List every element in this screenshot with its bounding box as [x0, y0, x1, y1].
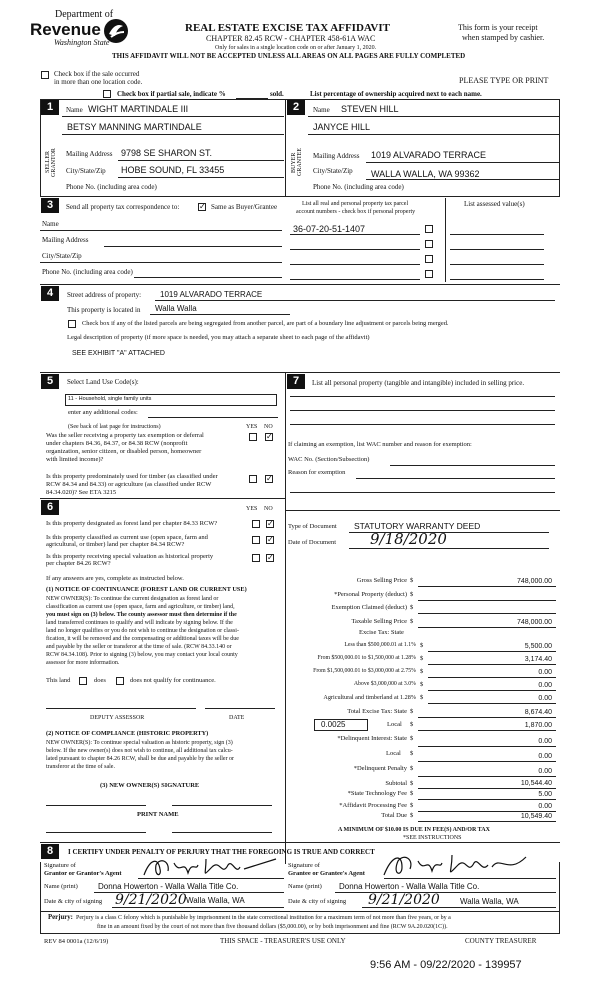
parcel-3-personal-checkbox[interactable]: [425, 255, 433, 263]
section-1-badge: 1: [41, 100, 59, 115]
recording-stamp: 9:56 AM - 09/22/2020 - 139957: [370, 959, 522, 971]
grantee-name[interactable]: Donna Howerton - Walla Walla Title Co.: [339, 882, 480, 891]
does-label: does: [94, 677, 106, 684]
see-instructions: *SEE INSTRUCTIONS: [403, 835, 462, 841]
receipt-1: This form is your receipt: [458, 23, 538, 32]
wac-label: WAC No. (Section/Subsection): [288, 456, 370, 463]
gross-label: Gross Selling Price: [356, 577, 407, 584]
land-does-not-checkbox[interactable]: [116, 677, 124, 685]
sec6-q2-yes-checkbox[interactable]: [252, 536, 260, 544]
parties-divider: [285, 99, 286, 197]
exemption-claimed-label: Exemption Claimed (deduct): [331, 604, 407, 611]
deputy-label: DEPUTY ASSESSOR: [90, 715, 145, 721]
sec8-box: [40, 862, 560, 934]
personal-line-1[interactable]: [290, 396, 555, 397]
grantor-name[interactable]: Donna Howerton - Walla Walla Title Co.: [98, 882, 239, 891]
taxable-value[interactable]: 748,000.00: [516, 619, 552, 626]
assessed-divider: [445, 198, 446, 282]
tier1-currency: $: [420, 642, 424, 649]
buyer-side-label: BUYER GRANTEE: [291, 148, 303, 177]
form-chapter: CHAPTER 82.45 RCW - CHAPTER 458-61A WAC: [206, 34, 376, 43]
cont-l7: and payable by the seller or transferor at the time of sale. (RCW 84.33.140 or: [46, 644, 232, 650]
sec5-q2-l1: Is this property predominately used for timber (as classified under: [46, 473, 218, 480]
agri-value[interactable]: 0.00: [538, 695, 552, 702]
sec6-q1: Is this property designated as forest land per chapter 84.33 RCW?: [46, 520, 218, 527]
local-line: [418, 730, 556, 731]
sec4-top-rule: [40, 284, 560, 285]
personal-line[interactable]: [418, 600, 556, 601]
doc-date-label: Date of Document: [288, 539, 337, 546]
section-5-badge: 5: [41, 374, 59, 389]
total-due-value[interactable]: 10,549.40: [520, 813, 552, 820]
sig-grantor-2: Grantor or Grantor's Agent: [44, 870, 122, 877]
sec3-phone-label: Phone No. (including area code): [42, 268, 133, 276]
reason-line-2[interactable]: [290, 492, 555, 493]
buyer-mail[interactable]: 1019 ALVARADO TERRACE: [371, 150, 487, 160]
sec5-q2-l3: 84.34.020)? See ETA 3215: [46, 489, 117, 496]
same-as-buyer-label: Same as Buyer/Grantee: [211, 203, 278, 211]
buyer-line-2: [308, 134, 559, 135]
total-due-line: [418, 821, 556, 822]
land-does-checkbox[interactable]: [79, 677, 87, 685]
sec6-q2-l2: agricultural, or timber) land per chapter 84.34 RCW?: [46, 541, 185, 548]
sec6-no: NO: [264, 506, 273, 512]
assessed-line-4[interactable]: [450, 279, 544, 280]
sec5-no: NO: [264, 424, 273, 430]
local-value[interactable]: 1,870.00: [524, 722, 552, 729]
assessed-label: List assessed value(s): [464, 200, 525, 208]
proc-fee-currency: $: [410, 802, 414, 809]
tier2-line: [428, 664, 556, 665]
sec5-q1-l4: with limited income)?: [46, 456, 104, 463]
multi-location-checkbox[interactable]: [41, 71, 49, 79]
land-use-label: Select Land Use Code(s):: [67, 378, 139, 386]
total-due-currency: $: [410, 812, 414, 819]
agri-label: Agricultural and timberland at 1.28%: [323, 694, 416, 701]
if-yes: If any answers are yes, complete as instructed below.: [46, 575, 184, 582]
delinq-pen-label: *Delinquent Penalty: [353, 765, 407, 772]
min-due: A MINIMUM OF $10.00 IS DUE IN FEE(S) AND/OR TAX: [338, 827, 490, 833]
sec6-q2-no-checkbox[interactable]: ✓: [267, 535, 274, 544]
sec7-title: List all personal property (tangible and intangible) included in selling price.: [312, 379, 525, 387]
street-label: Street address of property:: [67, 291, 142, 299]
parcel-4-personal-checkbox[interactable]: [425, 270, 433, 278]
personal-line-2[interactable]: [290, 410, 555, 411]
new-owner-sig-line-2[interactable]: [172, 805, 272, 806]
land-use-value: 11 - Household, single family units: [68, 396, 152, 402]
sales-note: Only for sales in a single location code on or after January 1, 2020.: [215, 45, 377, 51]
continuance-head: (1) NOTICE OF CONTINUANCE (FOREST LAND OR CURRENT USE): [46, 586, 247, 593]
county-treasurer: COUNTY TREASURER: [465, 937, 537, 945]
tech-fee-currency: $: [410, 790, 414, 797]
cont-l4: land transferred continues to qualify and will indicate by signing below. If the: [46, 620, 233, 626]
located-label: This property is located in: [67, 306, 141, 314]
subtotal-value[interactable]: 10,544.40: [520, 780, 552, 787]
delinq-pen-value[interactable]: 0.00: [538, 768, 552, 775]
reason-line-1[interactable]: [356, 478, 555, 479]
tier4-line: [428, 690, 556, 691]
form-title: REAL ESTATE EXCISE TAX AFFIDAVIT: [185, 22, 390, 34]
sig-grantee-2: Grantee or Grantee's Agent: [288, 870, 365, 877]
section-8-badge: 8: [41, 844, 59, 859]
partial-sale-label: Check box if partial sale, indicate %: [117, 90, 226, 98]
grantor-date[interactable]: 9/21/2020: [115, 892, 187, 908]
please-type: PLEASE TYPE OR PRINT: [459, 76, 549, 85]
multi-location-2: in more than one location code.: [54, 78, 143, 86]
hist-l4: transferor at the time of sale.: [46, 764, 115, 770]
sec6-q3-l2: per chapter 84.26 RCW?: [46, 560, 111, 567]
tier1-line: [428, 651, 556, 652]
tech-fee-value[interactable]: 5.00: [538, 791, 552, 798]
treasurer-space: THIS SPACE - TREASURER'S USE ONLY: [220, 937, 346, 945]
street-line: [155, 300, 555, 301]
sec3-mail-label: Mailing Address: [42, 236, 89, 244]
street-address[interactable]: 1019 ALVARADO TERRACE: [160, 290, 263, 299]
dept-main: Revenue: [30, 20, 101, 39]
deputy-line[interactable]: [46, 708, 196, 709]
section-4-badge: 4: [41, 286, 59, 301]
middle-divider: [285, 372, 286, 864]
tier3-currency: $: [420, 668, 424, 675]
delinq-local-currency: $: [410, 750, 414, 757]
certify-text: I CERTIFY UNDER PENALTY OF PERJURY THAT THE FOREGOING IS TRUE AND CORRECT: [68, 848, 375, 856]
perjury-label: Perjury:: [48, 914, 73, 921]
buyer-city[interactable]: WALLA WALLA, WA 99362: [371, 169, 480, 179]
tech-fee-line: [418, 799, 556, 800]
list-parcels-1: List all real and personal property tax parcel: [302, 201, 409, 207]
receipt-2: when stamped by cashier.: [462, 33, 545, 42]
legal-description[interactable]: SEE EXHIBIT "A" ATTACHED: [72, 350, 165, 357]
buyer-city-label: City/State/Zip: [313, 167, 353, 175]
proc-fee-line: [418, 811, 556, 812]
sig-grantee-1: Signature of: [288, 862, 320, 869]
grantor-date-label: Date & city of signing: [44, 898, 103, 905]
additional-codes-line[interactable]: [148, 417, 278, 418]
not-accepted: THIS AFFIDAVIT WILL NOT BE ACCEPTED UNLESS ALL AREAS ON ALL PAGES ARE FULLY COMPLETED: [112, 52, 466, 60]
segregated-label: Check box if any of the listed parcels are being segregated from another parcel, are part of a boundary line adjustment or parcels being merged.: [82, 320, 449, 327]
seller-city-line: [118, 177, 284, 178]
sec3-name-label: Name: [42, 220, 59, 228]
personal-line-3[interactable]: [290, 424, 555, 425]
print-name-line-2[interactable]: [172, 832, 272, 833]
seller-name-1[interactable]: WIGHT MARTINDALE III: [88, 104, 189, 114]
subtotal-label: Subtotal: [385, 780, 407, 787]
list-parcels-2: account numbers - check box if personal property: [296, 209, 416, 215]
delinq-int-line: [418, 746, 556, 747]
tier2-value[interactable]: 3,174.40: [524, 656, 552, 663]
gross-line: [418, 586, 556, 587]
does-not-label: does not qualify for continuance.: [130, 677, 216, 684]
grantor-name-label: Name (print): [44, 883, 78, 890]
send-correspondence-label: Send all property tax correspondence to:: [66, 203, 180, 211]
grantor-city[interactable]: Walla Walla, WA: [186, 896, 245, 905]
dept-state: Washington State: [54, 38, 110, 47]
located-value[interactable]: Walla Walla: [155, 304, 197, 313]
exemption-label: If claiming an exemption, list WAC number and reason for exemption:: [288, 441, 472, 448]
tier2-label: From $500,000.01 to $1,500,000 at 1.28%: [317, 655, 416, 661]
hist-l1: NEW OWNER(S): To continue special valuation as historic property, sign (3): [46, 740, 233, 746]
cont-l6: fication, it will be removed and the compensating or additional taxes will be due: [46, 636, 239, 642]
multi-location-1: Check box if the sale occurred: [54, 70, 140, 78]
seller-line-2: [62, 134, 284, 135]
agri-currency: $: [420, 694, 424, 701]
deputy-date-label: DATE: [229, 715, 245, 721]
seller-side-label: SELLER GRANTOR: [45, 148, 57, 177]
delinq-local-line: [418, 761, 556, 762]
sec6-q3-yes-checkbox[interactable]: [252, 554, 260, 562]
taxable-label: Taxable Selling Price: [351, 618, 407, 625]
tier4-value[interactable]: 0.00: [538, 682, 552, 689]
tech-fee-label: *State Technology Fee: [347, 790, 407, 797]
proc-fee-label: *Affidavit Processing Fee: [339, 802, 407, 809]
doc-date[interactable]: 9/18/2020: [370, 530, 447, 548]
deputy-date-line[interactable]: [205, 708, 275, 709]
assessed-line-1[interactable]: [450, 234, 544, 235]
new-owner-sig-line-1[interactable]: [46, 805, 146, 806]
print-name-label: PRINT NAME: [137, 811, 179, 818]
exemption-currency: $: [410, 604, 414, 611]
wac-line[interactable]: [390, 465, 555, 466]
segregated-checkbox[interactable]: [68, 320, 76, 328]
buyer-name-2[interactable]: JANYCE HILL: [313, 122, 371, 132]
buyer-phone-label: Phone No. (including area code): [313, 183, 404, 191]
assessed-line-3[interactable]: [450, 264, 544, 265]
parcel-1-personal-checkbox[interactable]: [425, 225, 433, 233]
sec3-mail-line[interactable]: [104, 246, 282, 247]
total-state-line: [418, 717, 556, 718]
sec5-top-rule: [40, 372, 560, 373]
cont-l3: you must sign on (3) below. The county assessor must then determine if the: [46, 612, 237, 618]
buyer-mail-line: [366, 162, 559, 163]
doc-type[interactable]: STATUTORY WARRANTY DEED: [354, 521, 481, 531]
ownership-note: List percentage of ownership acquired next to each name.: [310, 90, 482, 98]
cont-l8: RCW 84.34.108). Prior to signing (3) below, you may contact your local county: [46, 652, 238, 658]
located-line: [150, 314, 290, 315]
cont-l5: land no longer qualifies or you do not wish to continue the designation or classi-: [46, 628, 239, 634]
grantee-date[interactable]: 9/21/2020: [368, 892, 440, 908]
partial-sale-post: sold.: [270, 90, 284, 98]
perjury-text-2: fine in an amount fixed by the court of not more than five thousand dollars ($5,000.00), or by both imprisonment and fine (RCW 9A.20.020(1C)).: [97, 924, 448, 930]
parcel-number[interactable]: 36-07-20-51-1407: [293, 224, 366, 234]
sig-grantor-1: Signature of: [44, 862, 76, 869]
hist-l2: below. If the new owner(s) does not wish to continue, all additional tax calcu-: [46, 748, 233, 754]
dept-top: Department of: [55, 9, 114, 20]
total-state-currency: $: [410, 708, 414, 715]
exemption-line[interactable]: [418, 613, 556, 614]
buyer-mail-label: Mailing Address: [313, 152, 360, 160]
section-6-badge: 6: [41, 500, 59, 515]
cont-l2: classification as current use (open space, farm and agriculture, or timber) land,: [46, 604, 235, 610]
parcel-2-personal-checkbox[interactable]: [425, 240, 433, 248]
buyer-line-1: [308, 116, 559, 117]
rev-number: REV 84 0001a (12/6/19): [44, 938, 109, 945]
reason-label: Reason for exemption: [288, 469, 346, 476]
sec5-q1-l2: under chapters 84.36, 84.37, or 84.38 RCW (nonprofit: [46, 440, 188, 447]
section-2-badge: 2: [287, 100, 305, 115]
sec6-q3-no-checkbox[interactable]: ✓: [267, 553, 274, 562]
section-3-badge: 3: [41, 198, 59, 213]
cont-l1: NEW OWNER(S): To continue the current designation as forest land or: [46, 596, 219, 602]
this-land-label: This land: [46, 677, 71, 684]
sec6-yes: YES: [246, 506, 258, 512]
grantee-city[interactable]: Walla Walla, WA: [460, 897, 519, 906]
personal-label: *Personal Property (deduct): [334, 591, 407, 598]
hist-l3: lated pursuant to chapter 84.26 RCW, shall be due and payable by the seller or: [46, 756, 235, 762]
sec3-name-line[interactable]: [40, 230, 282, 231]
sec5-yes: YES: [246, 424, 258, 430]
total-state-value[interactable]: 8,674.40: [524, 709, 552, 716]
historic-head: (2) NOTICE OF COMPLIANCE (HISTORIC PROPERTY): [46, 730, 209, 737]
tier1-label: Less than $500,000.01 at 1.1%: [344, 642, 416, 648]
taxable-line: [418, 627, 556, 628]
parcel-line-4[interactable]: [290, 279, 420, 280]
delinq-pen-line: [418, 776, 556, 777]
sec5-q2-no-checkbox[interactable]: ✓: [266, 474, 273, 483]
partial-sale-checkbox[interactable]: [103, 90, 111, 98]
sec8-top-rule: [40, 842, 560, 843]
tier3-line: [428, 677, 556, 678]
delinq-int-label: *Delinquent Interest: State: [337, 735, 407, 742]
legal-label: Legal description of property (if more space is needed, you may attach a separate sheet to each page of the affidavit): [67, 334, 370, 341]
local-currency: $: [410, 721, 414, 728]
seller-line-1: [62, 116, 284, 117]
local-rate: 0.0025: [321, 720, 346, 729]
buyer-name-1[interactable]: STEVEN HILL: [341, 104, 399, 114]
parcel-line-3[interactable]: [290, 264, 420, 265]
assessed-line-2[interactable]: [450, 249, 544, 250]
total-due-label: Total Due: [381, 812, 407, 819]
tier1-value[interactable]: 5,500.00: [524, 643, 552, 650]
sec6-q2-l1: Is this property classified as current use (open space, farm and: [46, 534, 208, 541]
seller-mail-label: Mailing Address: [66, 150, 113, 158]
sec3-city-line[interactable]: [40, 262, 282, 263]
doc-type-label: Type of Document: [288, 523, 337, 530]
sec3-city-label: City/State/Zip: [42, 252, 82, 260]
buyer-name-label: Name: [313, 106, 330, 114]
delinq-local-label: Local: [386, 750, 401, 757]
delinq-int-value[interactable]: 0.00: [538, 738, 552, 745]
sec5-q1-yes-checkbox[interactable]: [249, 433, 257, 441]
gross-value[interactable]: 748,000.00: [516, 578, 552, 585]
perjury-text-1: Perjury is a class C felony which is punishable by imprisonment in the state correctional institution for a maximum term of not more than five years, or by a: [76, 915, 451, 921]
sec3-phone-line[interactable]: [134, 277, 282, 278]
tier4-currency: $: [420, 681, 424, 688]
seller-name-label: Name: [66, 106, 83, 114]
agri-line: [428, 703, 556, 704]
delinq-local-value[interactable]: 0.00: [538, 753, 552, 760]
doc-date-line: [349, 548, 549, 549]
personal-currency: $: [410, 591, 414, 598]
local-label: Local: [387, 721, 402, 728]
see-back: (See back of last page for instructions): [68, 424, 161, 430]
new-owner-sig-label: (3) NEW OWNER(S) SIGNATURE: [100, 782, 200, 789]
sec5-q1-l1: Was the seller receiving a property tax exemption or deferral: [46, 432, 204, 439]
gross-currency: $: [410, 577, 414, 584]
additional-codes-label: enter any additional codes:: [68, 409, 138, 416]
same-as-buyer-checkbox[interactable]: ✓: [199, 202, 206, 211]
sec6-q1-no-checkbox[interactable]: ✓: [267, 519, 274, 528]
seller-phone-label: Phone No. (including area code): [66, 183, 157, 191]
seller-name-2[interactable]: BETSY MANNING MARTINDALE: [67, 122, 202, 132]
total-state-label: Total Excise Tax: State: [347, 708, 407, 715]
doc-top-rule: [285, 510, 560, 511]
wa-logo-icon: [103, 18, 129, 44]
sec5-q2-l2: RCW 84.34 and 84.33) or agriculture (as classified under RCW: [46, 481, 212, 488]
parcel-line-2[interactable]: [290, 249, 420, 250]
tier3-label: From $1,500,000.01 to $3,000,000 at 2.75%: [313, 668, 416, 674]
seller-mail-line: [118, 160, 284, 161]
grantee-name-label: Name (print): [288, 883, 322, 890]
print-name-line-1[interactable]: [46, 832, 146, 833]
excise-state-label: Excise Tax: State: [359, 629, 404, 636]
tier2-currency: $: [420, 655, 424, 662]
tier3-value[interactable]: 0.00: [538, 669, 552, 676]
tier4-label: Above $3,000,000 at 3.0%: [353, 681, 416, 687]
sec5-q1-l3: organization, senior citizen, or disabled person, homeowner: [46, 448, 202, 455]
sec5-q2-yes-checkbox[interactable]: [249, 475, 257, 483]
buyer-city-line: [366, 179, 559, 180]
seller-city[interactable]: HOBE SOUND, FL 33455: [121, 165, 225, 175]
proc-fee-value[interactable]: 0.00: [538, 803, 552, 810]
delinq-pen-currency: $: [410, 765, 414, 772]
taxable-currency: $: [410, 618, 414, 625]
delinq-int-currency: $: [410, 735, 414, 742]
sec5-q1-no-checkbox[interactable]: ✓: [266, 432, 273, 441]
grantee-date-label: Date & city of signing: [288, 898, 347, 905]
sec6-q1-yes-checkbox[interactable]: [252, 520, 260, 528]
sec6-top-rule: [40, 498, 285, 499]
section-7-badge: 7: [287, 374, 305, 389]
seller-city-label: City/State/Zip: [66, 167, 106, 175]
parcel-line-1: [290, 234, 420, 235]
sec6-q3-l1: Is this property receiving special valuation as historical property: [46, 553, 214, 560]
subtotal-currency: $: [410, 780, 414, 787]
seller-mail[interactable]: 9798 SE SHARON ST.: [121, 148, 213, 158]
subtotal-line: [418, 788, 556, 789]
cont-l9: assessor for more information.: [46, 660, 120, 666]
